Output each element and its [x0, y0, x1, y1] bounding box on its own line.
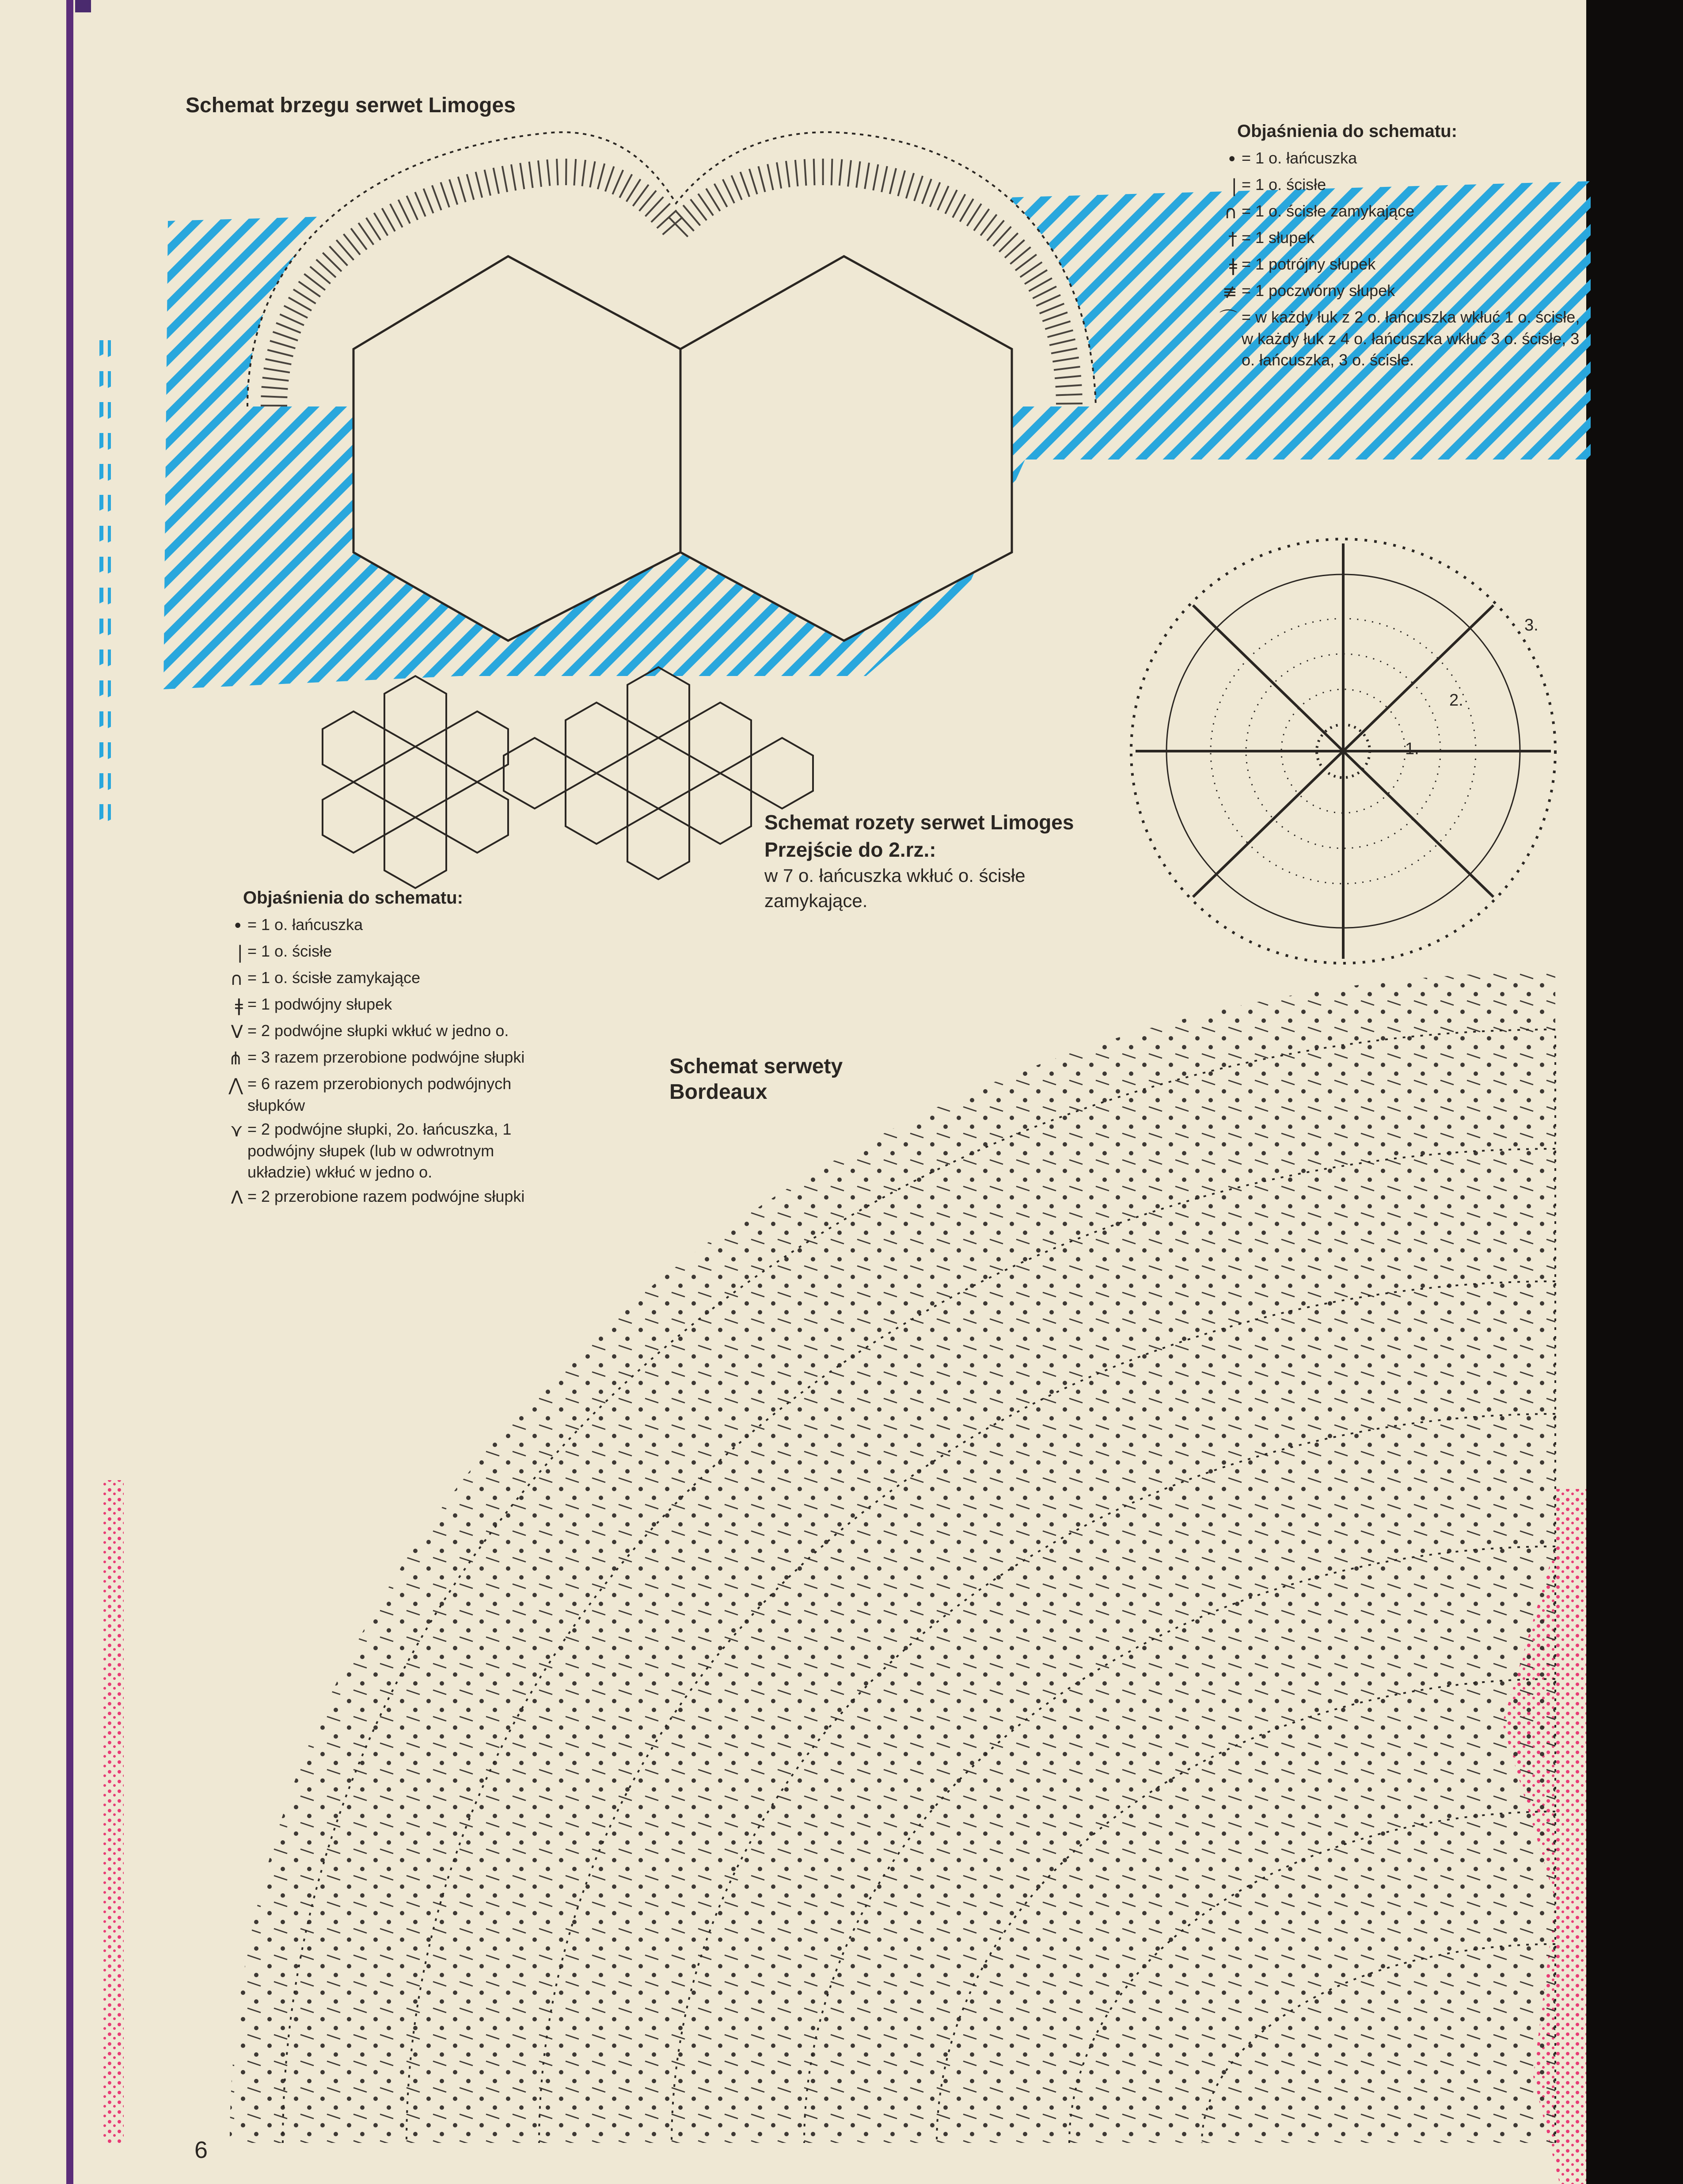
pink-dot-strip-left [102, 1480, 124, 2143]
legend-left-row: ǂ = 1 podwójny słupek [186, 994, 548, 1018]
legend-left-row: V = 2 podwójne słupki wkłuć w jedno o. [186, 1020, 548, 1044]
v-stitch-icon: ⋎ [230, 1120, 243, 1141]
quadruple-treble-icon: ≢ [1222, 282, 1237, 302]
rosette-diagram [1131, 539, 1555, 963]
legend-right [1193, 119, 1591, 374]
chain-stitch-icon: • [232, 916, 243, 936]
chain-stitch-icon: • [1227, 149, 1237, 170]
three-trebles-together-icon: ⋔ [228, 1048, 243, 1069]
single-crochet-icon: | [237, 942, 243, 963]
legend-left-row: ⋀ = 6 razem przerobionych podwójnych słupków [186, 1073, 548, 1116]
rosette-title: Schemat rozety serwet Limoges [764, 811, 1074, 834]
legend-right-title: Objaśnienia do schematu: [1237, 122, 1457, 141]
slip-stitch-icon: ∩ [230, 969, 243, 989]
legend-right-row: ∩ = 1 o. ścisłe zamykające [1193, 201, 1591, 224]
legend-right-row: | = 1 o. ścisłe [1193, 174, 1591, 198]
legend-right-row: • = 1 o. łańcuszka [1193, 148, 1591, 171]
legend-right-row: ≢ = 1 poczwórny słupek [1193, 280, 1591, 304]
hexagon-cluster-seven [323, 676, 508, 888]
two-trebles-one-stitch-icon: V [231, 1022, 243, 1042]
legend-left-row: ∩ = 1 o. ścisłe zamykające [186, 967, 548, 991]
rosette-round-label-3: 3. [1524, 616, 1539, 634]
limoges-edge-title: Schemat brzegu serwet Limoges [186, 94, 516, 117]
legend-right-row: † = 1 słupek [1193, 227, 1591, 251]
legend-left-row: | = 1 o. ścisłe [186, 941, 548, 965]
blue-dash-strip [99, 336, 111, 831]
legend-right-row: ⌒ = w każdy łuk z 2 o. łańcuszka wkłuć 1 o. ścisłe, w każdy łuk z 4 o. łańcuszka wkłuć 3 o. ścisłe, 3 o. łańcuszka, 3 o. ścisłe. [1193, 307, 1591, 371]
rosette-caption [764, 809, 1074, 914]
bordeaux-title: Schemat serwety Bordeaux [669, 1055, 843, 1104]
legend-left-title: Objaśnienia do schematu: [243, 888, 463, 908]
legend-right-row: ǂ = 1 potrójny słupek [1193, 254, 1591, 277]
page-number: 6 [194, 2137, 208, 2163]
slip-stitch-icon: ∩ [1224, 202, 1237, 223]
rosette-round-label-2: 2. [1449, 691, 1463, 710]
legend-left-row: ⋎ = 2 podwójne słupki, 2o. łańcuszka, 1 podwójny słupek (lub w odwrotnym układzie) wkłuć w jedno o. [186, 1119, 548, 1183]
rosette-body-line-2: zamykające. [764, 890, 868, 911]
six-trebles-together-icon: ⋀ [228, 1075, 243, 1095]
rosette-subtitle: Przejście do 2.rz.: [764, 838, 936, 862]
triple-treble-icon: ǂ [1229, 255, 1237, 276]
rosette-round-label-1: 1. [1405, 740, 1419, 758]
legend-left-row: Λ = 2 przerobione razem podwójne słupki [186, 1186, 548, 1210]
arc-icon: ⌒ [1220, 308, 1237, 329]
legend-left-row: ⋔ = 3 razem przerobione podwójne słupki [186, 1047, 548, 1071]
double-crochet-icon: † [1228, 229, 1237, 249]
rosette-body-line-1: w 7 o. łańcuszka wkłuć o. ścisłe [764, 865, 1026, 886]
two-trebles-together-icon: Λ [231, 1187, 243, 1208]
legend-left [186, 886, 548, 1212]
treble-icon: ǂ [235, 995, 243, 1016]
single-crochet-icon: | [1231, 176, 1237, 196]
legend-left-row: • = 1 o. łańcuszka [186, 914, 548, 938]
